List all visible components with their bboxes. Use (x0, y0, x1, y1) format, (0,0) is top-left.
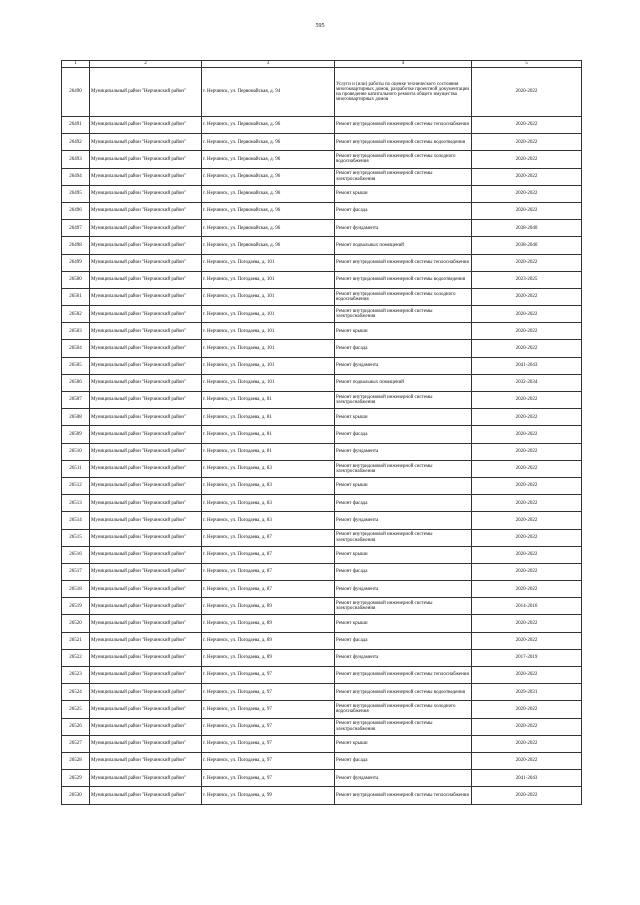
work-type-cell: Ремонт внутридомовой инженерной системы холодного водоснабжения (335, 288, 472, 305)
table-row (62, 117, 582, 134)
table-row (62, 202, 582, 219)
table-row (62, 426, 582, 443)
table-row (62, 581, 582, 598)
address-cell: г. Нерчинск, ул. Погодаева, д. 97 (202, 718, 335, 735)
row-number-cell: 26510 (62, 443, 90, 460)
period-cell: 2020-2022 (472, 546, 582, 563)
municipality-cell: Муниципальный район "Нерчинский район" (90, 684, 202, 701)
address-cell: г. Нерчинск, ул. Погодаева, д. 83 (202, 460, 335, 477)
municipality-cell: Муниципальный район "Нерчинский район" (90, 667, 202, 684)
header-row (62, 61, 582, 68)
period-cell: 2020-2022 (472, 632, 582, 649)
municipality-cell: Муниципальный район "Нерчинский район" (90, 185, 202, 202)
municipality-cell: Муниципальный район "Нерчинский район" (90, 477, 202, 494)
period-cell: 2020-2022 (472, 615, 582, 632)
row-number-cell: 26521 (62, 632, 90, 649)
table-row (62, 323, 582, 340)
period-cell: 2038-2040 (472, 220, 582, 237)
address-cell: г. Нерчинск, ул. Первомайская, д. 96 (202, 134, 335, 151)
address-cell: г. Нерчинск, ул. Первомайская, д. 96 (202, 237, 335, 254)
address-cell: г. Нерчинск, ул. Погодаева, д. 97 (202, 735, 335, 752)
table-row (62, 306, 582, 323)
municipality-cell: Муниципальный район "Нерчинский район" (90, 409, 202, 426)
work-type-cell: Ремонт внутридомовой инженерной системы теплоснабжения (335, 787, 472, 804)
row-number-cell: 26526 (62, 718, 90, 735)
table-row (62, 684, 582, 701)
municipality-cell: Муниципальный район "Нерчинский район" (90, 563, 202, 580)
period-cell: 2017-2019 (472, 649, 582, 666)
period-cell: 2014-2016 (472, 598, 582, 615)
municipality-cell: Муниципальный район "Нерчинский район" (90, 718, 202, 735)
municipality-cell: Муниципальный район "Нерчинский район" (90, 443, 202, 460)
table-row (62, 392, 582, 409)
municipality-cell: Муниципальный район "Нерчинский район" (90, 460, 202, 477)
period-cell: 2020-2022 (472, 512, 582, 529)
address-cell: г. Нерчинск, ул. Первомайская, д. 96 (202, 117, 335, 134)
table-row (62, 546, 582, 563)
address-cell: г. Нерчинск, ул. Погодаева, д. 99 (202, 787, 335, 804)
row-number-cell: 26509 (62, 426, 90, 443)
work-type-cell: Ремонт внутридомовой инженерной системы электроснабжения (335, 529, 472, 546)
period-cell: 2032-2034 (472, 374, 582, 391)
address-cell: г. Нерчинск, ул. Погодаева, д. 87 (202, 529, 335, 546)
municipality-cell: Муниципальный район "Нерчинский район" (90, 323, 202, 340)
row-number-cell: 26491 (62, 117, 90, 134)
table-row (62, 718, 582, 735)
row-number-cell: 26505 (62, 357, 90, 374)
work-type-cell: Ремонт внутридомовой инженерной системы водоотведения (335, 271, 472, 288)
period-cell: 2020-2022 (472, 185, 582, 202)
address-cell: г. Нерчинск, ул. Погодаева, д. 97 (202, 770, 335, 787)
work-type-cell: Ремонт фундамента (335, 581, 472, 598)
municipality-cell: Муниципальный район "Нерчинский район" (90, 306, 202, 323)
row-number-cell: 26490 (62, 68, 90, 117)
table-row (62, 443, 582, 460)
table-row (62, 237, 582, 254)
address-cell: г. Нерчинск, ул. Погодаева, д. 87 (202, 581, 335, 598)
work-type-cell: Ремонт крыши (335, 409, 472, 426)
table-row (62, 512, 582, 529)
work-type-cell: Ремонт внутридомовой инженерной системы холодного водоснабжения (335, 151, 472, 168)
address-cell: г. Нерчинск, ул. Погодаева, д. 89 (202, 615, 335, 632)
period-cell: 2020-2022 (472, 340, 582, 357)
row-number-cell: 26513 (62, 495, 90, 512)
header-cell: 2 (90, 61, 202, 68)
address-cell: г. Нерчинск, ул. Погодаева, д. 81 (202, 426, 335, 443)
address-cell: г. Нерчинск, ул. Погодаева, д. 89 (202, 632, 335, 649)
table-row (62, 374, 582, 391)
row-number-cell: 26511 (62, 460, 90, 477)
period-cell: 2020-2022 (472, 460, 582, 477)
work-type-cell: Ремонт подвальных помещений (335, 374, 472, 391)
table-row (62, 615, 582, 632)
table-row (62, 598, 582, 615)
table-row (62, 357, 582, 374)
row-number-cell: 26528 (62, 752, 90, 769)
municipality-cell: Муниципальный район "Нерчинский район" (90, 134, 202, 151)
period-cell: 2020-2022 (472, 701, 582, 718)
work-type-cell: Ремонт внутридомовой инженерной системы электроснабжения (335, 306, 472, 323)
address-cell: г. Нерчинск, ул. Погодаева, д. 89 (202, 598, 335, 615)
address-cell: г. Нерчинск, ул. Погодаева, д. 81 (202, 409, 335, 426)
period-cell: 2020-2022 (472, 426, 582, 443)
row-number-cell: 26507 (62, 392, 90, 409)
header-cell: 3 (202, 61, 335, 68)
address-cell: г. Нерчинск, ул. Погодаева, д. 101 (202, 323, 335, 340)
municipality-cell: Муниципальный район "Нерчинский район" (90, 770, 202, 787)
address-cell: г. Нерчинск, ул. Погодаева, д. 83 (202, 495, 335, 512)
row-number-cell: 26497 (62, 220, 90, 237)
row-number-cell: 26499 (62, 254, 90, 271)
municipality-cell: Муниципальный район "Нерчинский район" (90, 357, 202, 374)
municipality-cell: Муниципальный район "Нерчинский район" (90, 701, 202, 718)
table-row (62, 632, 582, 649)
table-row (62, 134, 582, 151)
address-cell: г. Нерчинск, ул. Первомайская, д. 96 (202, 185, 335, 202)
municipality-cell: Муниципальный район "Нерчинский район" (90, 117, 202, 134)
table-row (62, 168, 582, 185)
row-number-cell: 26492 (62, 134, 90, 151)
municipality-cell: Муниципальный район "Нерчинский район" (90, 495, 202, 512)
work-type-cell: Ремонт внутридомовой инженерной системы водоотведения (335, 684, 472, 701)
period-cell: 2020-2022 (472, 667, 582, 684)
work-type-cell: Ремонт подвальных помещений (335, 237, 472, 254)
table-row (62, 701, 582, 718)
work-type-cell: Ремонт фундамента (335, 512, 472, 529)
table-row (62, 477, 582, 494)
work-type-cell: Ремонт внутридомовой инженерной системы электроснабжения (335, 392, 472, 409)
municipality-cell: Муниципальный район "Нерчинский район" (90, 752, 202, 769)
address-cell: г. Нерчинск, ул. Погодаева, д. 101 (202, 357, 335, 374)
table-row (62, 649, 582, 666)
work-type-cell: Ремонт фасада (335, 426, 472, 443)
table-row (62, 220, 582, 237)
work-type-cell: Ремонт фасада (335, 563, 472, 580)
municipality-cell: Муниципальный район "Нерчинский район" (90, 151, 202, 168)
period-cell: 2020-2022 (472, 563, 582, 580)
table-row (62, 667, 582, 684)
row-number-cell: 26525 (62, 701, 90, 718)
address-cell: г. Нерчинск, ул. Погодаева, д. 101 (202, 254, 335, 271)
period-cell: 2020-2022 (472, 68, 582, 117)
municipality-cell: Муниципальный район "Нерчинский район" (90, 392, 202, 409)
work-type-cell: Ремонт крыши (335, 185, 472, 202)
row-number-cell: 26500 (62, 271, 90, 288)
municipality-cell: Муниципальный район "Нерчинский район" (90, 202, 202, 219)
work-type-cell: Ремонт фундамента (335, 770, 472, 787)
table-row (62, 288, 582, 305)
municipality-cell: Муниципальный район "Нерчинский район" (90, 254, 202, 271)
address-cell: г. Нерчинск, ул. Погодаева, д. 87 (202, 546, 335, 563)
row-number-cell: 26522 (62, 649, 90, 666)
municipality-cell: Муниципальный район "Нерчинский район" (90, 68, 202, 117)
table-row (62, 185, 582, 202)
period-cell: 2020-2022 (472, 288, 582, 305)
table-row (62, 409, 582, 426)
municipality-cell: Муниципальный район "Нерчинский район" (90, 340, 202, 357)
address-cell: г. Нерчинск, ул. Погодаева, д. 89 (202, 649, 335, 666)
header-cell: 5 (472, 61, 582, 68)
page-number: 595 (315, 23, 325, 29)
municipality-cell: Муниципальный район "Нерчинский район" (90, 598, 202, 615)
address-cell: г. Нерчинск, ул. Первомайская, д. 96 (202, 202, 335, 219)
row-number-cell: 26515 (62, 529, 90, 546)
address-cell: г. Нерчинск, ул. Погодаева, д. 81 (202, 392, 335, 409)
municipality-cell: Муниципальный район "Нерчинский район" (90, 220, 202, 237)
municipality-cell: Муниципальный район "Нерчинский район" (90, 649, 202, 666)
municipality-cell: Муниципальный район "Нерчинский район" (90, 237, 202, 254)
table-row (62, 271, 582, 288)
work-type-cell: Ремонт внутридомовой инженерной системы теплоснабжения (335, 667, 472, 684)
period-cell: 2020-2022 (472, 735, 582, 752)
row-number-cell: 26508 (62, 409, 90, 426)
address-cell: г. Нерчинск, ул. Погодаева, д. 97 (202, 701, 335, 718)
period-cell: 2020-2022 (472, 477, 582, 494)
period-cell: 2020-2022 (472, 752, 582, 769)
row-number-cell: 26517 (62, 563, 90, 580)
table-row (62, 340, 582, 357)
period-cell: 2020-2022 (472, 134, 582, 151)
address-cell: г. Нерчинск, ул. Погодаева, д. 101 (202, 288, 335, 305)
municipality-cell: Муниципальный район "Нерчинский район" (90, 288, 202, 305)
address-cell: г. Нерчинск, ул. Погодаева, д. 101 (202, 374, 335, 391)
period-cell: 2023-2025 (472, 271, 582, 288)
row-number-cell: 26529 (62, 770, 90, 787)
address-cell: г. Нерчинск, ул. Первомайская, д. 96 (202, 151, 335, 168)
municipality-cell: Муниципальный район "Нерчинский район" (90, 632, 202, 649)
work-type-cell: Ремонт внутридомовой инженерной системы электроснабжения (335, 598, 472, 615)
period-cell: 2041-2043 (472, 357, 582, 374)
row-number-cell: 26530 (62, 787, 90, 804)
address-cell: г. Нерчинск, ул. Погодаева, д. 81 (202, 443, 335, 460)
table-body (62, 68, 582, 805)
table-row (62, 787, 582, 804)
period-cell: 2020-2022 (472, 529, 582, 546)
address-cell: г. Нерчинск, ул. Первомайская, д. 96 (202, 168, 335, 185)
work-type-cell: Ремонт крыши (335, 323, 472, 340)
row-number-cell: 26519 (62, 598, 90, 615)
address-cell: г. Нерчинск, ул. Погодаева, д. 83 (202, 477, 335, 494)
municipality-cell: Муниципальный район "Нерчинский район" (90, 581, 202, 598)
table-row (62, 563, 582, 580)
table-row (62, 529, 582, 546)
table-row (62, 68, 582, 117)
work-type-cell: Ремонт крыши (335, 615, 472, 632)
row-number-cell: 26516 (62, 546, 90, 563)
address-cell: г. Нерчинск, ул. Погодаева, д. 101 (202, 340, 335, 357)
address-cell: г. Нерчинск, ул. Погодаева, д. 97 (202, 752, 335, 769)
period-cell: 2020-2022 (472, 323, 582, 340)
row-number-cell: 26523 (62, 667, 90, 684)
address-cell: г. Нерчинск, ул. Погодаева, д. 97 (202, 667, 335, 684)
row-number-cell: 26502 (62, 306, 90, 323)
municipality-cell: Муниципальный район "Нерчинский район" (90, 735, 202, 752)
work-type-cell: Ремонт крыши (335, 477, 472, 494)
period-cell: 2020-2022 (472, 117, 582, 134)
row-number-cell: 26514 (62, 512, 90, 529)
table-row (62, 770, 582, 787)
period-cell: 2020-2022 (472, 495, 582, 512)
work-type-cell: Ремонт фундамента (335, 357, 472, 374)
table-row (62, 460, 582, 477)
period-cell: 2020-2022 (472, 306, 582, 323)
work-type-cell: Ремонт фундамента (335, 649, 472, 666)
work-type-cell: Ремонт фундамента (335, 443, 472, 460)
period-cell: 2020-2022 (472, 443, 582, 460)
work-type-cell: Ремонт внутридомовой инженерной системы теплоснабжения (335, 117, 472, 134)
work-type-cell: Ремонт внутридомовой инженерной системы электроснабжения (335, 718, 472, 735)
period-cell: 2020-2022 (472, 718, 582, 735)
work-type-cell: Услуги и (или) работы по оценке технического состояния многоквартирных домов, разработке проектной документации на проведение капитального ремонта общего имущества многоквартирных домов (335, 68, 472, 117)
work-type-cell: Ремонт фасада (335, 632, 472, 649)
row-number-cell: 26518 (62, 581, 90, 598)
address-cell: г. Нерчинск, ул. Погодаева, д. 97 (202, 684, 335, 701)
work-type-cell: Ремонт внутридомовой инженерной системы электроснабжения (335, 460, 472, 477)
work-type-cell: Ремонт фасада (335, 202, 472, 219)
register-table (61, 60, 582, 805)
table-row (62, 735, 582, 752)
municipality-cell: Муниципальный район "Нерчинский район" (90, 546, 202, 563)
work-type-cell: Ремонт внутридомовой инженерной системы водоотведения (335, 134, 472, 151)
work-type-cell: Ремонт фасада (335, 752, 472, 769)
address-cell: г. Нерчинск, ул. Погодаева, д. 101 (202, 271, 335, 288)
table-row (62, 151, 582, 168)
period-cell: 2020-2022 (472, 151, 582, 168)
row-number-cell: 26501 (62, 288, 90, 305)
work-type-cell: Ремонт внутридомовой инженерной системы холодного водоснабжения (335, 701, 472, 718)
work-type-cell: Ремонт крыши (335, 546, 472, 563)
period-cell: 2020-2022 (472, 202, 582, 219)
period-cell: 2020-2022 (472, 787, 582, 804)
period-cell: 2029-2031 (472, 684, 582, 701)
municipality-cell: Муниципальный район "Нерчинский район" (90, 168, 202, 185)
period-cell: 2020-2022 (472, 392, 582, 409)
row-number-cell: 26498 (62, 237, 90, 254)
municipality-cell: Муниципальный район "Нерчинский район" (90, 787, 202, 804)
period-cell: 2020-2022 (472, 581, 582, 598)
row-number-cell: 26494 (62, 168, 90, 185)
table-row (62, 752, 582, 769)
municipality-cell: Муниципальный район "Нерчинский район" (90, 512, 202, 529)
header-cell: 4 (335, 61, 472, 68)
table-row (62, 495, 582, 512)
municipality-cell: Муниципальный район "Нерчинский район" (90, 271, 202, 288)
period-cell: 2020-2022 (472, 168, 582, 185)
work-type-cell: Ремонт фасада (335, 340, 472, 357)
row-number-cell: 26503 (62, 323, 90, 340)
municipality-cell: Муниципальный район "Нерчинский район" (90, 426, 202, 443)
row-number-cell: 26512 (62, 477, 90, 494)
address-cell: г. Нерчинск, ул. Первомайская, д. 94 (202, 68, 335, 117)
row-number-cell: 26496 (62, 202, 90, 219)
row-number-cell: 26495 (62, 185, 90, 202)
row-number-cell: 26506 (62, 374, 90, 391)
municipality-cell: Муниципальный район "Нерчинский район" (90, 374, 202, 391)
period-cell: 2020-2022 (472, 254, 582, 271)
work-type-cell: Ремонт внутридомовой инженерной системы электроснабжения (335, 168, 472, 185)
address-cell: г. Нерчинск, ул. Погодаева, д. 101 (202, 306, 335, 323)
table-row (62, 254, 582, 271)
work-type-cell: Ремонт фундамента (335, 220, 472, 237)
period-cell: 2020-2022 (472, 409, 582, 426)
work-type-cell: Ремонт крыши (335, 735, 472, 752)
municipality-cell: Муниципальный район "Нерчинский район" (90, 529, 202, 546)
period-cell: 2041-2043 (472, 770, 582, 787)
address-cell: г. Нерчинск, ул. Погодаева, д. 83 (202, 512, 335, 529)
row-number-cell: 26504 (62, 340, 90, 357)
work-type-cell: Ремонт фасада (335, 495, 472, 512)
row-number-cell: 26524 (62, 684, 90, 701)
work-type-cell: Ремонт внутридомовой инженерной системы теплоснабжения (335, 254, 472, 271)
row-number-cell: 26520 (62, 615, 90, 632)
address-cell: г. Нерчинск, ул. Погодаева, д. 87 (202, 563, 335, 580)
address-cell: г. Нерчинск, ул. Первомайская, д. 96 (202, 220, 335, 237)
period-cell: 2038-2040 (472, 237, 582, 254)
row-number-cell: 26493 (62, 151, 90, 168)
row-number-cell: 26527 (62, 735, 90, 752)
header-cell: 1 (62, 61, 90, 68)
municipality-cell: Муниципальный район "Нерчинский район" (90, 615, 202, 632)
